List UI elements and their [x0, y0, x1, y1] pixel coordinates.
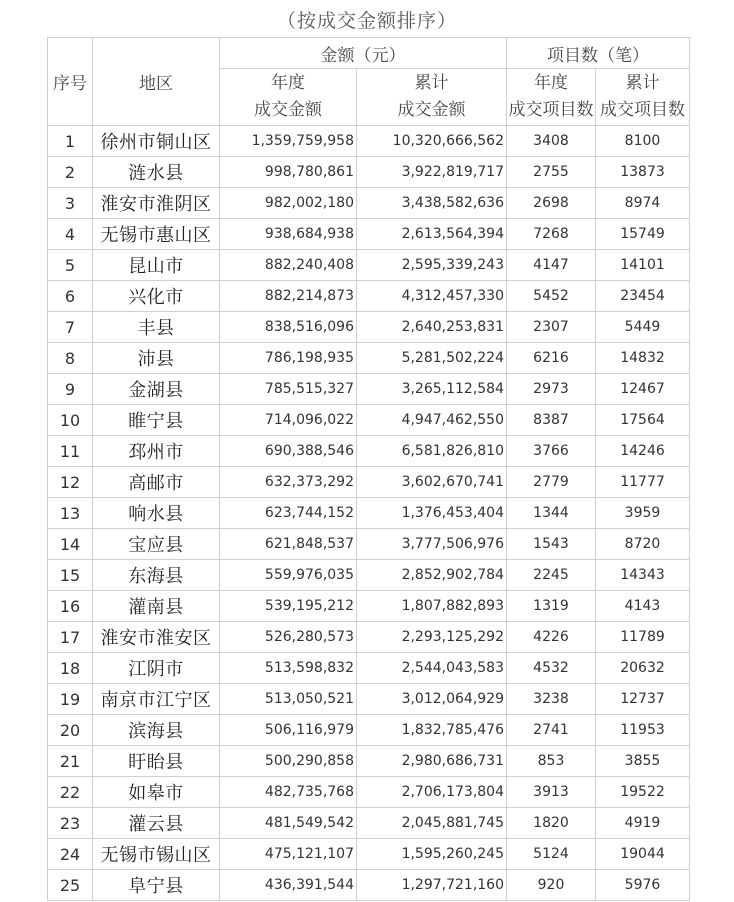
row-annual-amount: 621,848,537 — [220, 529, 357, 560]
row-index: 6 — [48, 281, 93, 312]
row-annual-amount: 938,684,938 — [220, 219, 357, 250]
table-row — [48, 467, 690, 498]
row-annual-count: 2698 — [507, 188, 596, 219]
row-region: 江阴市 — [93, 653, 220, 684]
row-total-count: 19044 — [596, 839, 690, 870]
row-total-count: 11789 — [596, 622, 690, 653]
row-total-amount: 1,595,260,245 — [357, 839, 507, 870]
row-total-count: 5976 — [596, 870, 690, 901]
header-annual-count-line2: 成交项目数 — [508, 100, 594, 120]
row-total-amount: 2,293,125,292 — [357, 622, 507, 653]
row-annual-amount: 513,598,832 — [220, 653, 357, 684]
header-total-count — [596, 69, 690, 126]
row-region: 无锡市锡山区 — [93, 839, 220, 870]
row-total-amount: 1,832,785,476 — [357, 715, 507, 746]
table-row — [48, 622, 690, 653]
table-row — [48, 560, 690, 591]
header-annual-count — [507, 69, 596, 126]
row-annual-count: 1344 — [507, 498, 596, 529]
row-annual-count: 3408 — [507, 126, 596, 157]
row-annual-amount: 982,002,180 — [220, 188, 357, 219]
row-annual-count: 2245 — [507, 560, 596, 591]
row-total-amount: 2,640,253,831 — [357, 312, 507, 343]
row-index: 4 — [48, 219, 93, 250]
row-total-count: 4143 — [596, 591, 690, 622]
row-annual-count: 4226 — [507, 622, 596, 653]
row-total-amount: 2,980,686,731 — [357, 746, 507, 777]
row-annual-amount: 786,198,935 — [220, 343, 357, 374]
row-annual-amount: 513,050,521 — [220, 684, 357, 715]
row-annual-count: 2755 — [507, 157, 596, 188]
table-row — [48, 746, 690, 777]
row-region: 淮安市淮安区 — [93, 622, 220, 653]
row-index: 12 — [48, 467, 93, 498]
row-total-count: 14343 — [596, 560, 690, 591]
row-region: 灌云县 — [93, 808, 220, 839]
row-total-amount: 4,312,457,330 — [357, 281, 507, 312]
row-total-amount: 10,320,666,562 — [357, 126, 507, 157]
row-annual-count: 6216 — [507, 343, 596, 374]
row-index: 20 — [48, 715, 93, 746]
row-total-amount: 2,852,902,784 — [357, 560, 507, 591]
row-total-count: 4919 — [596, 808, 690, 839]
row-annual-count: 1319 — [507, 591, 596, 622]
row-index: 19 — [48, 684, 93, 715]
row-total-count: 5449 — [596, 312, 690, 343]
table-row — [48, 498, 690, 529]
table-row — [48, 808, 690, 839]
row-annual-count: 3766 — [507, 436, 596, 467]
row-annual-amount: 1,359,759,958 — [220, 126, 357, 157]
row-annual-amount: 539,195,212 — [220, 591, 357, 622]
row-annual-amount: 632,373,292 — [220, 467, 357, 498]
table-row — [48, 219, 690, 250]
row-annual-count: 2741 — [507, 715, 596, 746]
row-index: 22 — [48, 777, 93, 808]
row-total-amount: 3,012,064,929 — [357, 684, 507, 715]
row-annual-amount: 690,388,546 — [220, 436, 357, 467]
row-total-count: 8100 — [596, 126, 690, 157]
row-region: 邳州市 — [93, 436, 220, 467]
row-region: 丰县 — [93, 312, 220, 343]
row-index: 15 — [48, 560, 93, 591]
table-row — [48, 684, 690, 715]
row-index: 5 — [48, 250, 93, 281]
row-index: 2 — [48, 157, 93, 188]
row-index: 9 — [48, 374, 93, 405]
row-index: 8 — [48, 343, 93, 374]
row-total-count: 3855 — [596, 746, 690, 777]
row-region: 盱眙县 — [93, 746, 220, 777]
header-annual-amount-line2: 成交金额 — [254, 100, 322, 120]
row-index: 10 — [48, 405, 93, 436]
row-total-count: 8974 — [596, 188, 690, 219]
row-annual-amount: 714,096,022 — [220, 405, 357, 436]
row-total-amount: 2,595,339,243 — [357, 250, 507, 281]
table-row — [48, 157, 690, 188]
row-region: 兴化市 — [93, 281, 220, 312]
table-row — [48, 126, 690, 157]
row-region: 淮安市淮阴区 — [93, 188, 220, 219]
row-annual-count: 1543 — [507, 529, 596, 560]
row-region: 涟水县 — [93, 157, 220, 188]
row-annual-amount: 998,780,861 — [220, 157, 357, 188]
row-index: 7 — [48, 312, 93, 343]
header-total-count-line1: 累计 — [625, 73, 660, 93]
table-row — [48, 250, 690, 281]
row-annual-count: 3913 — [507, 777, 596, 808]
table-row — [48, 281, 690, 312]
row-total-amount: 2,045,881,745 — [357, 808, 507, 839]
row-annual-count: 4147 — [507, 250, 596, 281]
table-row — [48, 529, 690, 560]
row-index: 16 — [48, 591, 93, 622]
row-total-count: 14832 — [596, 343, 690, 374]
row-total-amount: 3,438,582,636 — [357, 188, 507, 219]
header-annual-count-line1: 年度 — [534, 73, 568, 93]
row-total-count: 12737 — [596, 684, 690, 715]
header-count-group: 项目数（笔） — [507, 38, 690, 69]
row-total-count: 3959 — [596, 498, 690, 529]
table-row — [48, 777, 690, 808]
row-total-amount: 3,777,506,976 — [357, 529, 507, 560]
row-index: 1 — [48, 126, 93, 157]
row-annual-amount: 506,116,979 — [220, 715, 357, 746]
row-total-amount: 2,706,173,804 — [357, 777, 507, 808]
header-annual-amount-line1: 年度 — [271, 73, 305, 93]
row-region: 南京市江宁区 — [93, 684, 220, 715]
row-region: 灌南县 — [93, 591, 220, 622]
header-total-amount-line2: 成交金额 — [397, 100, 466, 120]
table-row — [48, 715, 690, 746]
row-annual-amount: 882,214,873 — [220, 281, 357, 312]
row-total-count: 17564 — [596, 405, 690, 436]
header-index: 序号 — [48, 38, 93, 126]
row-total-amount: 1,297,721,160 — [357, 870, 507, 901]
row-annual-amount: 882,240,408 — [220, 250, 357, 281]
row-region: 阜宁县 — [93, 870, 220, 901]
row-total-amount: 5,281,502,224 — [357, 343, 507, 374]
table-header — [48, 38, 690, 126]
row-total-count: 11953 — [596, 715, 690, 746]
row-total-count: 8720 — [596, 529, 690, 560]
row-region: 如皋市 — [93, 777, 220, 808]
row-region: 沛县 — [93, 343, 220, 374]
table-caption: （按成交金额排序） — [276, 10, 457, 32]
row-region: 睢宁县 — [93, 405, 220, 436]
table-row — [48, 374, 690, 405]
table-row — [48, 653, 690, 684]
row-annual-amount: 785,515,327 — [220, 374, 357, 405]
row-total-count: 15749 — [596, 219, 690, 250]
row-total-amount: 3,922,819,717 — [357, 157, 507, 188]
header-region: 地区 — [93, 38, 220, 126]
header-annual-amount — [220, 69, 357, 126]
table-row — [48, 870, 690, 901]
table-row — [48, 839, 690, 870]
row-annual-amount: 526,280,573 — [220, 622, 357, 653]
row-total-amount: 4,947,462,550 — [357, 405, 507, 436]
row-total-count: 11777 — [596, 467, 690, 498]
row-annual-count: 920 — [507, 870, 596, 901]
row-region: 昆山市 — [93, 250, 220, 281]
row-annual-count: 5124 — [507, 839, 596, 870]
table-row — [48, 591, 690, 622]
row-index: 14 — [48, 529, 93, 560]
row-index: 25 — [48, 870, 93, 901]
row-region: 滨海县 — [93, 715, 220, 746]
row-total-count: 14101 — [596, 250, 690, 281]
row-index: 3 — [48, 188, 93, 219]
header-total-count-line2: 成交项目数 — [600, 100, 685, 120]
row-annual-amount: 475,121,107 — [220, 839, 357, 870]
table-row — [48, 343, 690, 374]
header-total-amount-line1: 累计 — [414, 73, 449, 93]
row-total-amount: 2,544,043,583 — [357, 653, 507, 684]
row-annual-amount: 481,549,542 — [220, 808, 357, 839]
row-region: 无锡市惠山区 — [93, 219, 220, 250]
row-total-amount: 1,376,453,404 — [357, 498, 507, 529]
row-index: 18 — [48, 653, 93, 684]
row-index: 17 — [48, 622, 93, 653]
row-index: 21 — [48, 746, 93, 777]
row-annual-amount: 436,391,544 — [220, 870, 357, 901]
row-region: 金湖县 — [93, 374, 220, 405]
row-annual-count: 2779 — [507, 467, 596, 498]
row-annual-count: 7268 — [507, 219, 596, 250]
table-row — [48, 188, 690, 219]
row-total-count: 13873 — [596, 157, 690, 188]
row-index: 23 — [48, 808, 93, 839]
header-total-amount — [357, 69, 507, 126]
row-total-count: 19522 — [596, 777, 690, 808]
row-total-count: 23454 — [596, 281, 690, 312]
table-body — [48, 126, 690, 901]
row-annual-count: 5452 — [507, 281, 596, 312]
row-annual-amount: 559,976,035 — [220, 560, 357, 591]
row-region: 宝应县 — [93, 529, 220, 560]
row-index: 24 — [48, 839, 93, 870]
row-annual-count: 3238 — [507, 684, 596, 715]
row-total-count: 20632 — [596, 653, 690, 684]
row-annual-count: 1820 — [507, 808, 596, 839]
row-annual-amount: 623,744,152 — [220, 498, 357, 529]
row-annual-amount: 838,516,096 — [220, 312, 357, 343]
row-total-amount: 2,613,564,394 — [357, 219, 507, 250]
row-annual-amount: 482,735,768 — [220, 777, 357, 808]
row-region: 高邮市 — [93, 467, 220, 498]
row-region: 徐州市铜山区 — [93, 126, 220, 157]
row-total-amount: 6,581,826,810 — [357, 436, 507, 467]
ranking-table — [47, 37, 690, 901]
row-total-count: 12467 — [596, 374, 690, 405]
row-index: 13 — [48, 498, 93, 529]
row-region: 响水县 — [93, 498, 220, 529]
row-total-amount: 3,602,670,741 — [357, 467, 507, 498]
row-region: 东海县 — [93, 560, 220, 591]
row-total-count: 14246 — [596, 436, 690, 467]
row-annual-amount: 500,290,858 — [220, 746, 357, 777]
row-annual-count: 2307 — [507, 312, 596, 343]
row-annual-count: 4532 — [507, 653, 596, 684]
row-total-amount: 1,807,882,893 — [357, 591, 507, 622]
table-row — [48, 436, 690, 467]
row-index: 11 — [48, 436, 93, 467]
table-row — [48, 312, 690, 343]
header-amount-group: 金额（元） — [220, 38, 507, 69]
row-annual-count: 853 — [507, 746, 596, 777]
table-row — [48, 405, 690, 436]
row-annual-count: 8387 — [507, 405, 596, 436]
row-annual-count: 2973 — [507, 374, 596, 405]
row-total-amount: 3,265,112,584 — [357, 374, 507, 405]
